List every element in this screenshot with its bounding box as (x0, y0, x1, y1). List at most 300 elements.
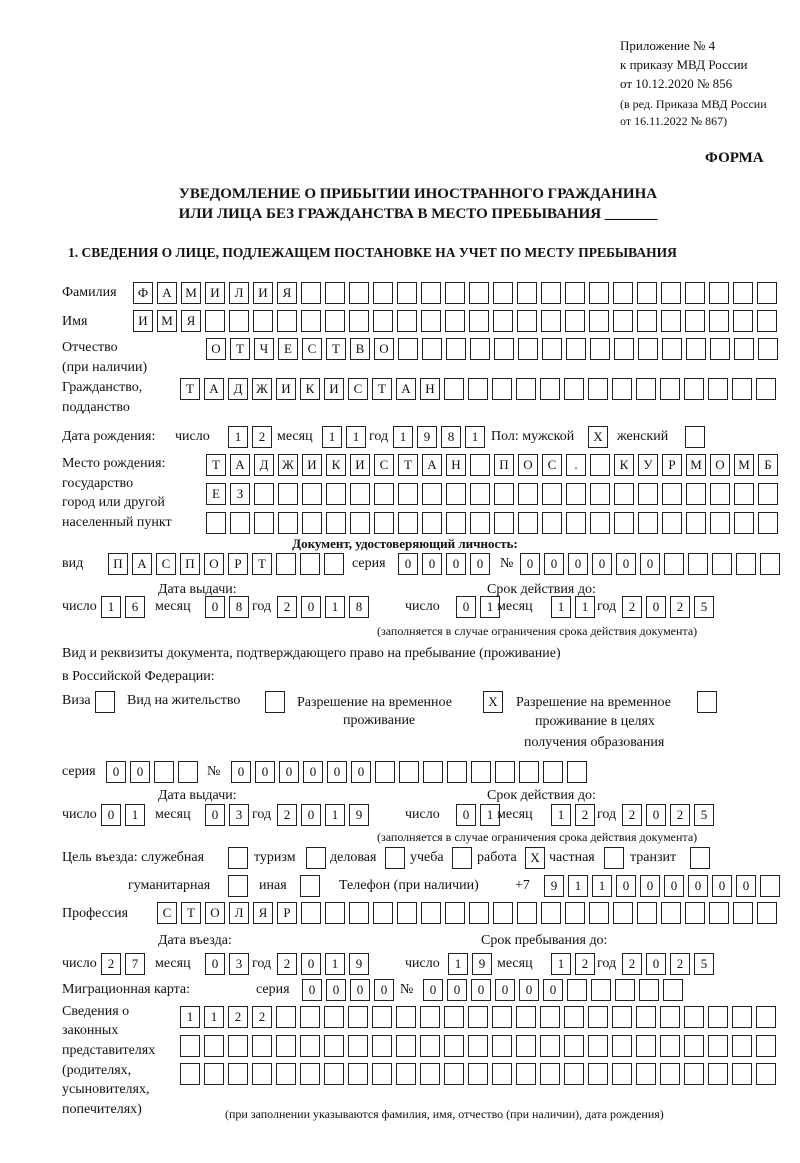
char-cell[interactable] (661, 902, 681, 924)
char-cell[interactable]: Б (758, 454, 778, 476)
char-cell[interactable]: Т (372, 378, 392, 400)
birth-day-field[interactable] (228, 426, 276, 448)
char-cell[interactable] (396, 1035, 416, 1057)
char-cell[interactable] (540, 1006, 560, 1028)
char-cell[interactable] (566, 483, 586, 505)
char-cell[interactable]: 0 (423, 979, 443, 1001)
char-cell[interactable] (469, 282, 489, 304)
char-cell[interactable] (540, 1035, 560, 1057)
char-cell[interactable]: У (638, 454, 658, 476)
char-cell[interactable] (350, 512, 370, 534)
char-cell[interactable] (399, 761, 419, 783)
char-cell[interactable]: 1 (180, 1006, 200, 1028)
char-cell[interactable] (468, 1006, 488, 1028)
char-cell[interactable] (178, 761, 198, 783)
char-cell[interactable] (518, 338, 538, 360)
char-cell[interactable]: А (396, 378, 416, 400)
char-cell[interactable] (542, 483, 562, 505)
char-cell[interactable] (758, 483, 778, 505)
char-cell[interactable]: 5 (694, 596, 714, 618)
char-cell[interactable]: 0 (231, 761, 251, 783)
birth-month-field[interactable] (322, 426, 370, 448)
entry-day-field[interactable] (101, 953, 149, 975)
char-cell[interactable]: 0 (456, 596, 476, 618)
char-cell[interactable] (588, 1035, 608, 1057)
char-cell[interactable] (757, 902, 777, 924)
char-cell[interactable]: 0 (592, 553, 612, 575)
char-cell[interactable] (613, 282, 633, 304)
char-cell[interactable] (564, 1035, 584, 1057)
char-cell[interactable] (612, 1006, 632, 1028)
char-cell[interactable] (325, 902, 345, 924)
char-cell[interactable]: Т (181, 902, 201, 924)
char-cell[interactable] (697, 691, 717, 713)
char-cell[interactable] (254, 483, 274, 505)
char-cell[interactable] (540, 378, 560, 400)
char-cell[interactable]: Р (228, 553, 248, 575)
char-cell[interactable]: 8 (229, 596, 249, 618)
char-cell[interactable] (517, 902, 537, 924)
char-cell[interactable]: Т (326, 338, 346, 360)
char-cell[interactable]: 0 (301, 953, 321, 975)
char-cell[interactable] (708, 378, 728, 400)
char-cell[interactable]: 0 (302, 979, 322, 1001)
char-cell[interactable]: П (494, 454, 514, 476)
char-cell[interactable]: 3 (229, 953, 249, 975)
char-cell[interactable]: 1 (393, 426, 413, 448)
char-cell[interactable] (757, 282, 777, 304)
char-cell[interactable] (708, 1063, 728, 1085)
char-cell[interactable]: 1 (480, 596, 500, 618)
char-cell[interactable]: 0 (106, 761, 126, 783)
char-cell[interactable] (565, 310, 585, 332)
char-cell[interactable]: 0 (255, 761, 275, 783)
char-cell[interactable] (709, 282, 729, 304)
char-cell[interactable]: Т (206, 454, 226, 476)
char-cell[interactable]: 0 (374, 979, 394, 1001)
char-cell[interactable] (757, 310, 777, 332)
char-cell[interactable] (518, 512, 538, 534)
char-cell[interactable] (662, 483, 682, 505)
char-cell[interactable]: К (326, 454, 346, 476)
char-cell[interactable] (444, 378, 464, 400)
char-cell[interactable] (709, 310, 729, 332)
char-cell[interactable]: С (542, 454, 562, 476)
char-cell[interactable] (228, 1063, 248, 1085)
purpose-transit-checkbox[interactable] (690, 847, 714, 869)
char-cell[interactable] (180, 1035, 200, 1057)
char-cell[interactable] (420, 1006, 440, 1028)
char-cell[interactable] (684, 1006, 704, 1028)
stay-number-field[interactable] (231, 761, 591, 783)
char-cell[interactable]: 0 (519, 979, 539, 1001)
char-cell[interactable] (265, 691, 285, 713)
char-cell[interactable]: Ж (252, 378, 272, 400)
char-cell[interactable] (254, 512, 274, 534)
char-cell[interactable] (712, 553, 732, 575)
char-cell[interactable] (542, 512, 562, 534)
char-cell[interactable]: С (157, 902, 177, 924)
char-cell[interactable]: 0 (736, 875, 756, 897)
char-cell[interactable] (604, 847, 624, 869)
name-field[interactable] (133, 310, 781, 332)
char-cell[interactable] (516, 1035, 536, 1057)
char-cell[interactable] (470, 512, 490, 534)
char-cell[interactable] (660, 1035, 680, 1057)
char-cell[interactable] (373, 902, 393, 924)
char-cell[interactable]: О (204, 553, 224, 575)
char-cell[interactable]: Т (180, 378, 200, 400)
char-cell[interactable]: Т (398, 454, 418, 476)
char-cell[interactable] (516, 1063, 536, 1085)
char-cell[interactable]: 1 (346, 426, 366, 448)
char-cell[interactable] (276, 1006, 296, 1028)
purpose-study-checkbox[interactable] (452, 847, 476, 869)
char-cell[interactable]: Я (181, 310, 201, 332)
char-cell[interactable] (517, 282, 537, 304)
char-cell[interactable] (733, 310, 753, 332)
char-cell[interactable] (471, 761, 491, 783)
char-cell[interactable] (660, 1006, 680, 1028)
char-cell[interactable]: 0 (568, 553, 588, 575)
char-cell[interactable]: 9 (349, 804, 369, 826)
char-cell[interactable] (468, 378, 488, 400)
char-cell[interactable]: 0 (544, 553, 564, 575)
char-cell[interactable]: 0 (495, 979, 515, 1001)
char-cell[interactable] (228, 875, 248, 897)
char-cell[interactable]: Л (229, 902, 249, 924)
char-cell[interactable] (614, 483, 634, 505)
char-cell[interactable]: Е (278, 338, 298, 360)
char-cell[interactable] (445, 282, 465, 304)
char-cell[interactable]: 0 (351, 761, 371, 783)
purpose-service-checkbox[interactable] (228, 847, 252, 869)
char-cell[interactable] (565, 282, 585, 304)
char-cell[interactable] (541, 902, 561, 924)
char-cell[interactable]: 0 (303, 761, 323, 783)
temp-residence-checkbox[interactable] (483, 691, 507, 713)
char-cell[interactable]: Н (446, 454, 466, 476)
char-cell[interactable] (468, 1035, 488, 1057)
char-cell[interactable]: 0 (326, 979, 346, 1001)
char-cell[interactable] (736, 553, 756, 575)
char-cell[interactable]: Д (254, 454, 274, 476)
purpose-private-checkbox[interactable] (604, 847, 628, 869)
sex-male-checkbox[interactable] (588, 426, 612, 448)
char-cell[interactable]: 2 (277, 596, 297, 618)
char-cell[interactable] (349, 310, 369, 332)
char-cell[interactable] (229, 310, 249, 332)
char-cell[interactable]: 2 (252, 426, 272, 448)
char-cell[interactable] (588, 1006, 608, 1028)
char-cell[interactable] (374, 512, 394, 534)
char-cell[interactable]: 0 (646, 596, 666, 618)
char-cell[interactable] (588, 1063, 608, 1085)
char-cell[interactable] (639, 979, 659, 1001)
id-number-field[interactable] (520, 553, 784, 575)
char-cell[interactable]: В (350, 338, 370, 360)
char-cell[interactable] (710, 338, 730, 360)
char-cell[interactable]: И (253, 282, 273, 304)
char-cell[interactable] (326, 512, 346, 534)
birth-year-field[interactable] (393, 426, 489, 448)
char-cell[interactable] (589, 902, 609, 924)
char-cell[interactable] (566, 512, 586, 534)
char-cell[interactable]: 1 (228, 426, 248, 448)
char-cell[interactable]: С (374, 454, 394, 476)
char-cell[interactable] (228, 1035, 248, 1057)
char-cell[interactable] (398, 512, 418, 534)
char-cell[interactable] (301, 282, 321, 304)
char-cell[interactable] (732, 378, 752, 400)
char-cell[interactable] (306, 847, 326, 869)
char-cell[interactable]: 1 (125, 804, 145, 826)
id-valid-month-field[interactable] (551, 596, 599, 618)
char-cell[interactable]: 1 (322, 426, 342, 448)
char-cell[interactable] (567, 979, 587, 1001)
char-cell[interactable] (614, 338, 634, 360)
char-cell[interactable] (589, 310, 609, 332)
char-cell[interactable] (301, 902, 321, 924)
char-cell[interactable] (758, 338, 778, 360)
char-cell[interactable]: М (157, 310, 177, 332)
char-cell[interactable]: 0 (447, 979, 467, 1001)
char-cell[interactable] (541, 282, 561, 304)
migration-number-field[interactable] (423, 979, 687, 1001)
char-cell[interactable]: 1 (592, 875, 612, 897)
char-cell[interactable]: К (300, 378, 320, 400)
char-cell[interactable]: 0 (646, 953, 666, 975)
char-cell[interactable] (493, 902, 513, 924)
char-cell[interactable]: 2 (670, 596, 690, 618)
char-cell[interactable] (636, 1063, 656, 1085)
char-cell[interactable] (636, 1006, 656, 1028)
char-cell[interactable] (421, 310, 441, 332)
char-cell[interactable]: И (276, 378, 296, 400)
stay-month-field[interactable] (551, 953, 599, 975)
char-cell[interactable] (519, 761, 539, 783)
char-cell[interactable] (661, 282, 681, 304)
char-cell[interactable] (444, 1063, 464, 1085)
char-cell[interactable]: 0 (205, 596, 225, 618)
char-cell[interactable] (397, 282, 417, 304)
char-cell[interactable]: П (108, 553, 128, 575)
char-cell[interactable]: 0 (640, 875, 660, 897)
char-cell[interactable] (204, 1063, 224, 1085)
char-cell[interactable] (300, 1006, 320, 1028)
phone-field[interactable] (544, 875, 784, 897)
char-cell[interactable]: Л (229, 282, 249, 304)
char-cell[interactable] (385, 847, 405, 869)
char-cell[interactable] (396, 1063, 416, 1085)
id-series-field[interactable] (398, 553, 494, 575)
char-cell[interactable] (325, 282, 345, 304)
char-cell[interactable] (470, 338, 490, 360)
char-cell[interactable]: Я (253, 902, 273, 924)
char-cell[interactable] (492, 1035, 512, 1057)
char-cell[interactable] (685, 902, 705, 924)
char-cell[interactable] (684, 1035, 704, 1057)
char-cell[interactable]: О (710, 454, 730, 476)
char-cell[interactable]: К (614, 454, 634, 476)
char-cell[interactable] (422, 483, 442, 505)
char-cell[interactable] (348, 1035, 368, 1057)
representatives-field-3[interactable] (180, 1063, 780, 1085)
char-cell[interactable] (421, 902, 441, 924)
char-cell[interactable] (452, 847, 472, 869)
char-cell[interactable]: И (302, 454, 322, 476)
char-cell[interactable]: 0 (301, 804, 321, 826)
char-cell[interactable] (686, 483, 706, 505)
representatives-field-2[interactable] (180, 1035, 780, 1057)
char-cell[interactable] (276, 1035, 296, 1057)
char-cell[interactable]: 0 (712, 875, 732, 897)
char-cell[interactable]: 0 (640, 553, 660, 575)
char-cell[interactable]: 1 (101, 596, 121, 618)
char-cell[interactable]: 0 (471, 979, 491, 1001)
char-cell[interactable]: 9 (417, 426, 437, 448)
char-cell[interactable]: П (180, 553, 200, 575)
stay-year-field[interactable] (622, 953, 718, 975)
char-cell[interactable] (324, 1035, 344, 1057)
char-cell[interactable] (375, 761, 395, 783)
char-cell[interactable] (614, 512, 634, 534)
char-cell[interactable] (278, 483, 298, 505)
char-cell[interactable] (636, 1035, 656, 1057)
char-cell[interactable] (590, 512, 610, 534)
char-cell[interactable]: 1 (204, 1006, 224, 1028)
char-cell[interactable]: С (156, 553, 176, 575)
char-cell[interactable] (300, 553, 320, 575)
char-cell[interactable] (469, 902, 489, 924)
char-cell[interactable] (756, 1063, 776, 1085)
char-cell[interactable]: 1 (448, 953, 468, 975)
char-cell[interactable] (543, 761, 563, 783)
char-cell[interactable]: 8 (441, 426, 461, 448)
char-cell[interactable]: 3 (229, 804, 249, 826)
char-cell[interactable] (372, 1006, 392, 1028)
char-cell[interactable] (733, 282, 753, 304)
char-cell[interactable]: И (205, 282, 225, 304)
char-cell[interactable] (350, 483, 370, 505)
char-cell[interactable]: 0 (301, 596, 321, 618)
char-cell[interactable] (154, 761, 174, 783)
char-cell[interactable]: 0 (101, 804, 121, 826)
char-cell[interactable] (708, 1006, 728, 1028)
char-cell[interactable] (612, 1063, 632, 1085)
char-cell[interactable] (468, 1063, 488, 1085)
char-cell[interactable]: 9 (472, 953, 492, 975)
char-cell[interactable] (732, 1006, 752, 1028)
char-cell[interactable] (615, 979, 635, 1001)
char-cell[interactable] (397, 310, 417, 332)
char-cell[interactable] (447, 761, 467, 783)
char-cell[interactable] (445, 310, 465, 332)
citizenship-field[interactable] (180, 378, 780, 400)
char-cell[interactable]: . (566, 454, 586, 476)
char-cell[interactable] (492, 378, 512, 400)
id-issue-year-field[interactable] (277, 596, 373, 618)
char-cell[interactable] (760, 875, 780, 897)
char-cell[interactable]: Р (662, 454, 682, 476)
char-cell[interactable] (446, 512, 466, 534)
purpose-work-checkbox[interactable] (525, 847, 549, 869)
representatives-field-1[interactable] (180, 1006, 780, 1028)
entry-year-field[interactable] (277, 953, 373, 975)
char-cell[interactable] (637, 282, 657, 304)
id-type-field[interactable] (108, 553, 348, 575)
char-cell[interactable] (422, 338, 442, 360)
char-cell[interactable] (324, 1063, 344, 1085)
char-cell[interactable]: М (181, 282, 201, 304)
char-cell[interactable] (204, 1035, 224, 1057)
char-cell[interactable] (590, 454, 610, 476)
char-cell[interactable]: 0 (327, 761, 347, 783)
char-cell[interactable]: Т (230, 338, 250, 360)
char-cell[interactable]: Т (252, 553, 272, 575)
char-cell[interactable]: М (734, 454, 754, 476)
char-cell[interactable] (301, 310, 321, 332)
char-cell[interactable] (638, 512, 658, 534)
char-cell[interactable]: С (348, 378, 368, 400)
char-cell[interactable] (252, 1035, 272, 1057)
char-cell[interactable] (420, 1063, 440, 1085)
char-cell[interactable] (566, 338, 586, 360)
char-cell[interactable] (756, 378, 776, 400)
char-cell[interactable] (708, 1035, 728, 1057)
char-cell[interactable] (734, 338, 754, 360)
char-cell[interactable]: Р (277, 902, 297, 924)
char-cell[interactable] (589, 282, 609, 304)
char-cell[interactable] (684, 378, 704, 400)
char-cell[interactable] (349, 282, 369, 304)
char-cell[interactable] (588, 378, 608, 400)
char-cell[interactable] (517, 310, 537, 332)
char-cell[interactable] (567, 761, 587, 783)
char-cell[interactable]: 0 (616, 553, 636, 575)
char-cell[interactable]: 1 (551, 596, 571, 618)
entry-month-field[interactable] (205, 953, 253, 975)
char-cell[interactable] (709, 902, 729, 924)
char-cell[interactable] (494, 338, 514, 360)
char-cell[interactable]: 2 (252, 1006, 272, 1028)
char-cell[interactable] (494, 483, 514, 505)
char-cell[interactable]: Ч (254, 338, 274, 360)
char-cell[interactable]: 1 (325, 953, 345, 975)
char-cell[interactable] (373, 310, 393, 332)
char-cell[interactable]: 1 (465, 426, 485, 448)
char-cell[interactable]: 2 (670, 953, 690, 975)
char-cell[interactable] (398, 483, 418, 505)
char-cell[interactable]: X (588, 426, 608, 448)
char-cell[interactable] (446, 338, 466, 360)
char-cell[interactable] (423, 761, 443, 783)
char-cell[interactable]: 0 (688, 875, 708, 897)
char-cell[interactable] (688, 553, 708, 575)
char-cell[interactable]: 1 (480, 804, 500, 826)
char-cell[interactable] (760, 553, 780, 575)
char-cell[interactable]: 0 (350, 979, 370, 1001)
char-cell[interactable]: 2 (277, 804, 297, 826)
birthplace-field-3[interactable] (206, 512, 782, 534)
char-cell[interactable] (253, 310, 273, 332)
char-cell[interactable]: 1 (575, 596, 595, 618)
char-cell[interactable]: М (686, 454, 706, 476)
char-cell[interactable]: 0 (398, 553, 418, 575)
char-cell[interactable] (276, 1063, 296, 1085)
char-cell[interactable] (516, 1006, 536, 1028)
char-cell[interactable] (734, 483, 754, 505)
